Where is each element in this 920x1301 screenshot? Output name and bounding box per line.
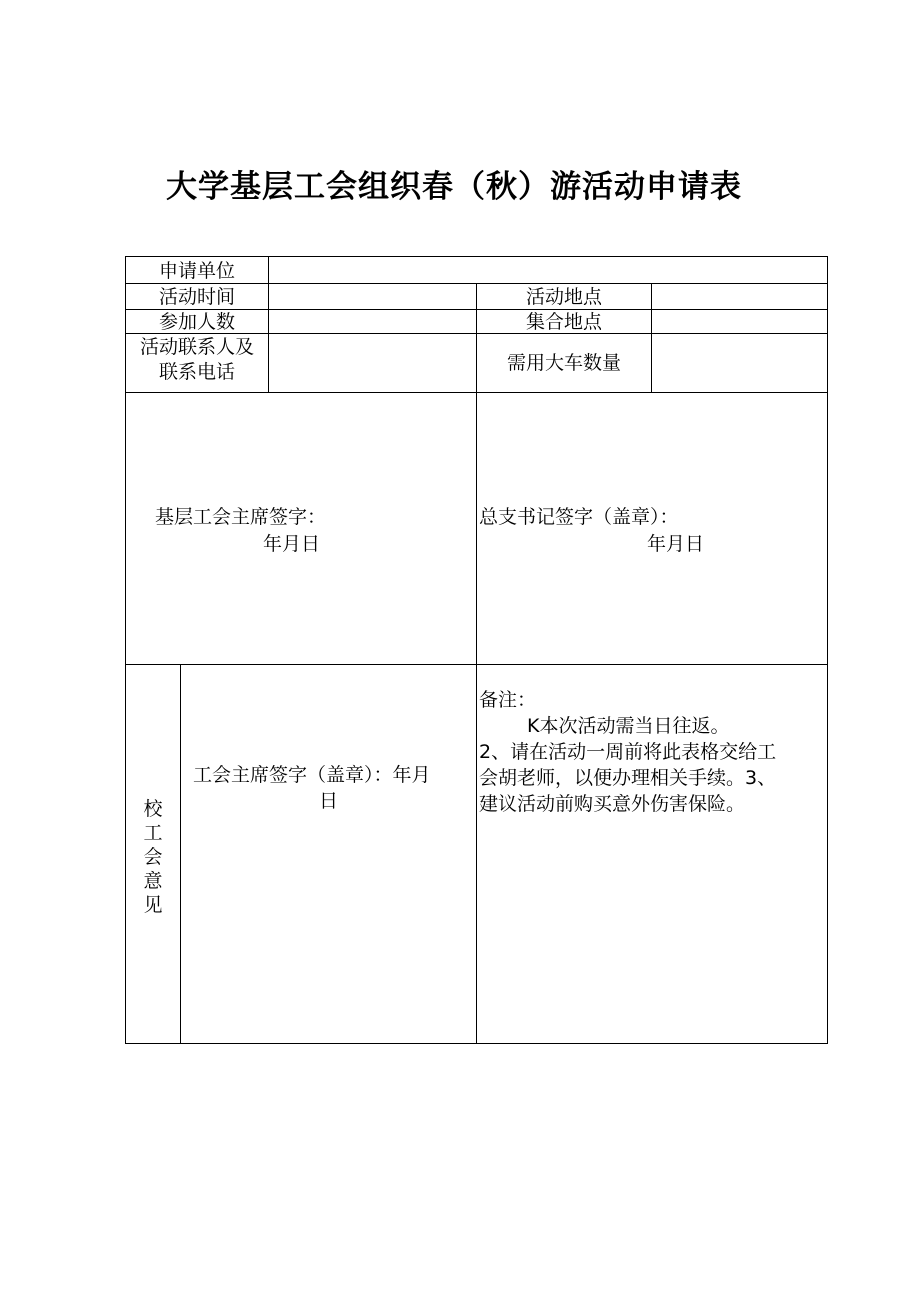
bus-count-label: 需用大车数量 (506, 352, 621, 374)
notes-line-3: 会胡老师，以便办理相关手续。3、 (479, 767, 777, 789)
school-union-chair-date: 日 (318, 790, 338, 812)
union-chair-signature-label: 基层工会主席签字： (155, 506, 327, 528)
school-union-opinion-label (141, 797, 165, 917)
school-union-char: 意 (143, 870, 163, 892)
school-union-chair-signature-label: 工会主席签字（盖章）：年月 (193, 764, 431, 786)
school-union-char: 见 (143, 894, 163, 916)
activity-time-label: 活动时间 (158, 286, 235, 308)
applicant-unit-label: 申请单位 (158, 260, 235, 282)
participants-label: 参加人数 (158, 311, 235, 333)
assembly-place-label: 集合地点 (525, 311, 602, 333)
school-union-char: 工 (143, 822, 163, 844)
school-union-char: 校 (143, 798, 163, 820)
page-title: 大学基层工会组织春（秋）游活动申请表 (166, 169, 742, 205)
union-chair-date: 年月日 (263, 533, 321, 555)
notes-line-1: K本次活动需当日往返。 (527, 715, 730, 737)
school-union-char: 会 (143, 846, 163, 868)
contact-label-line1: 活动联系人及 (139, 336, 254, 358)
branch-secretary-signature-label: 总支书记签字（盖章）： (479, 506, 679, 528)
contact-label-line2: 联系电话 (158, 361, 235, 383)
activity-place-label: 活动地点 (525, 286, 602, 308)
notes-line-2: 2、请在活动一周前将此表格交给工 (479, 741, 777, 763)
branch-secretary-date: 年月日 (647, 533, 705, 555)
notes-line-4: 建议活动前购买意外伤害保险。 (479, 793, 746, 815)
notes-heading: 备注： (479, 689, 537, 711)
